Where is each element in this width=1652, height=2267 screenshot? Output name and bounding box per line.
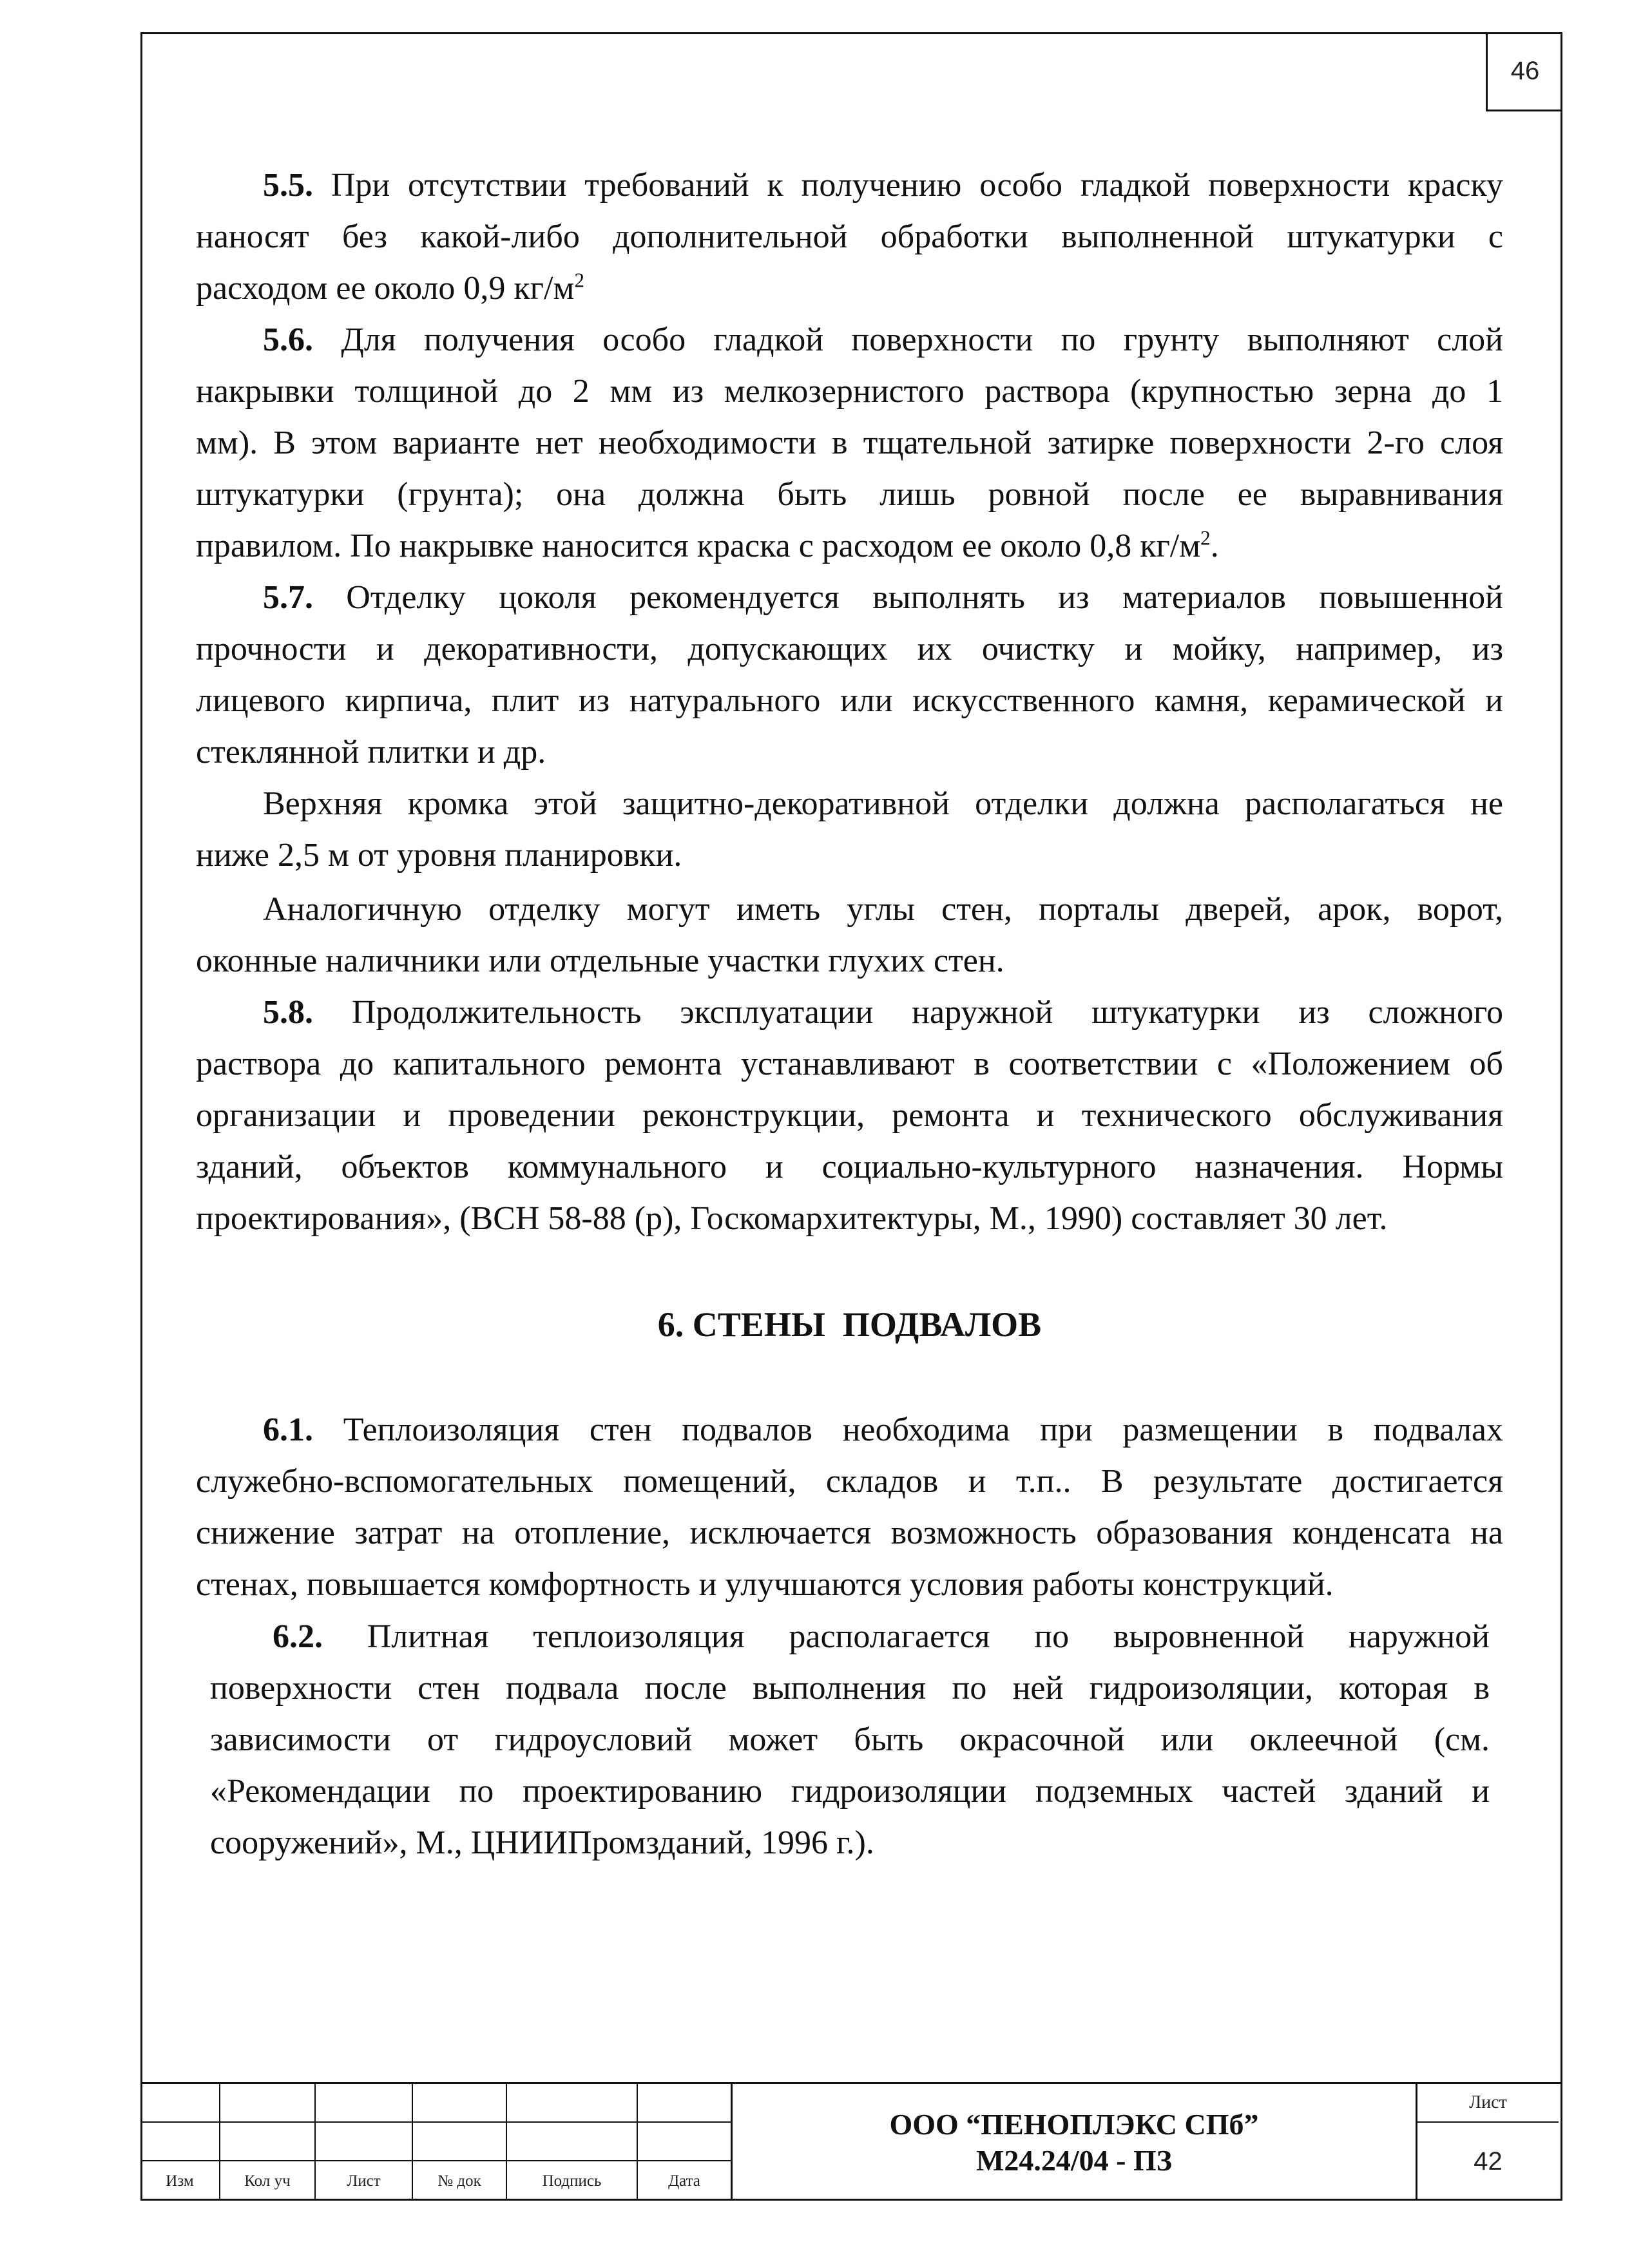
stamp-cell — [638, 2123, 732, 2161]
paragraph-line: служебно-вспомогательных помещений, складов и т.п.. В результате достигается — [196, 1463, 1503, 1500]
paragraph-5-8 — [196, 987, 1503, 1245]
line-text: расходом ее около 0,9 кг/м — [196, 270, 575, 307]
clause-number: 5.8. — [263, 994, 313, 1031]
column-label-signature: Подпись — [507, 2161, 638, 2201]
paragraph-line: мм). В этом варианте нет необходимости в тщательной затирке поверхности 2-го слоя — [196, 425, 1503, 461]
superscript: 2 — [1200, 526, 1211, 550]
paragraph-line: прочности и декоративности, допускающих их очистку и мойку, например, из — [196, 631, 1503, 667]
line-text: Для получения особо гладкой поверхности по грунту выполняют слой — [341, 321, 1504, 358]
paragraph-line: стеклянной плитки и др. — [196, 734, 546, 770]
paragraph-line: оконные наличники или отдельные участки глухих стен. — [196, 942, 1004, 979]
stamp-document-info — [732, 2084, 1417, 2201]
page-number: 46 — [1510, 56, 1540, 85]
paragraph-line: ниже 2,5 м от уровня планировки. — [196, 837, 682, 874]
line-text: Продолжительность эксплуатации наружной штукатурки из сложного — [351, 994, 1504, 1031]
paragraph-line — [196, 1404, 1503, 1456]
superscript: 2 — [574, 269, 584, 292]
paragraph-5-7 — [196, 572, 1503, 778]
paragraph-line: раствора до капитального ремонта устанавливают в соответствии с «Положением об — [196, 1046, 1503, 1082]
paragraph-upper-edge — [196, 778, 1503, 881]
stamp-cell — [507, 2123, 638, 2161]
column-label-doc-number: № док — [413, 2161, 507, 2201]
paragraph-analogous-finish — [196, 884, 1503, 987]
line-text: правилом. По накрывке наносится краска с расходом ее около 0,8 кг/м — [196, 528, 1201, 564]
paragraph-line — [196, 314, 1503, 366]
stamp-cell — [413, 2084, 507, 2123]
stamp-cell — [316, 2084, 413, 2123]
sheet-label: Лист — [1417, 2084, 1559, 2123]
paragraph-line: зависимости от гидроусловий может быть окрасочной или оклеечной (см. — [210, 1721, 1490, 1758]
paragraph-line: поверхности стен подвала после выполнения по ней гидроизоляции, которая в — [210, 1670, 1490, 1707]
stamp-cell — [316, 2123, 413, 2161]
revision-table — [140, 2084, 732, 2201]
paragraph-line: проектирования», (ВСН 58-88 (р), Госкомархитектуры, М., 1990) составляет 30 лет. — [196, 1200, 1388, 1237]
paragraph-line: Верхняя кромка этой защитно-декоративной отделки должна располагаться не — [263, 785, 1503, 822]
sheet-number: 42 — [1474, 2147, 1503, 2176]
column-label-count: Кол уч — [220, 2161, 316, 2201]
column-label-change: Изм — [140, 2161, 220, 2201]
stamp-cell — [220, 2084, 316, 2123]
stamp-sheet-box — [1417, 2084, 1559, 2201]
paragraph-line — [196, 987, 1503, 1038]
paragraph-line — [196, 160, 1503, 211]
clause-number: 5.6. — [263, 321, 313, 358]
column-label-sheet: Лист — [316, 2161, 413, 2201]
paragraph-6-1 — [196, 1404, 1503, 1611]
paragraph-line: штукатурки (грунта); она должна быть лишь ровной после ее выравнивания — [196, 476, 1503, 513]
paragraph-line: наносят без какой-либо дополнительной обработки выполненной штукатурки с — [196, 218, 1503, 255]
paragraph-5-6 — [196, 314, 1503, 572]
paragraph-line — [210, 1611, 1490, 1663]
document-code: М24.24/04 - ПЗ — [975, 2143, 1173, 2177]
title-block — [140, 2082, 1562, 2201]
stamp-cell — [638, 2084, 732, 2123]
paragraph-line: «Рекомендации по проектированию гидроизоляции подземных частей зданий и — [210, 1773, 1490, 1810]
paragraph-line — [196, 572, 1503, 624]
paragraph-line: зданий, объектов коммунального и социально-культурного назначения. Нормы — [196, 1149, 1503, 1185]
clause-number: 6.1. — [263, 1411, 313, 1448]
line-text: При отсутствии требований к получению особо гладкой поверхности краску — [331, 167, 1504, 204]
clause-number: 5.5. — [263, 167, 313, 204]
paragraph-line — [196, 521, 1503, 572]
stamp-cell — [140, 2123, 220, 2161]
stamp-cell — [140, 2084, 220, 2123]
paragraph-line: стенах, повышается комфортность и улучшаются условия работы конструкций. — [196, 1566, 1334, 1603]
stamp-cell — [220, 2123, 316, 2161]
paragraph-line: лицевого кирпича, плит из натурального или искусственного камня, керамической и — [196, 682, 1503, 719]
stamp-cell — [413, 2123, 507, 2161]
line-text: Отделку цоколя рекомендуется выполнять из материалов повышенной — [346, 579, 1504, 616]
paragraph-line: сооружений», М., ЦНИИПромзданий, 1996 г.). — [210, 1824, 874, 1861]
section-heading: 6. СТЕНЫ ПОДВАЛОВ — [657, 1305, 1042, 1344]
page-number-box — [1486, 32, 1562, 111]
line-text: Плитная теплоизоляция располагается по выровненной наружной — [367, 1618, 1490, 1655]
paragraph-6-2 — [210, 1611, 1490, 1869]
paragraph-line: снижение затрат на отопление, исключается возможность образования конденсата на — [196, 1515, 1503, 1551]
line-tail: . — [1210, 528, 1219, 564]
column-label-date: Дата — [638, 2161, 732, 2201]
paragraph-line: Аналогичную отделку могут иметь углы стен, порталы дверей, арок, ворот, — [263, 891, 1503, 928]
company-name: ООО “ПЕНОПЛЭКС СПб” — [889, 2107, 1259, 2141]
paragraph-line — [196, 263, 1503, 314]
paragraph-line: накрывки толщиной до 2 мм из мелкозернистого раствора (крупностью зерна до 1 — [196, 373, 1503, 410]
clause-number: 5.7. — [263, 579, 313, 616]
paragraph-line: организации и проведении реконструкции, ремонта и технического обслуживания — [196, 1097, 1503, 1134]
line-text: Теплоизоляция стен подвалов необходима при размещении в подвалах — [343, 1411, 1503, 1448]
paragraph-5-5 — [196, 160, 1503, 314]
clause-number: 6.2. — [273, 1618, 323, 1655]
stamp-cell — [507, 2084, 638, 2123]
